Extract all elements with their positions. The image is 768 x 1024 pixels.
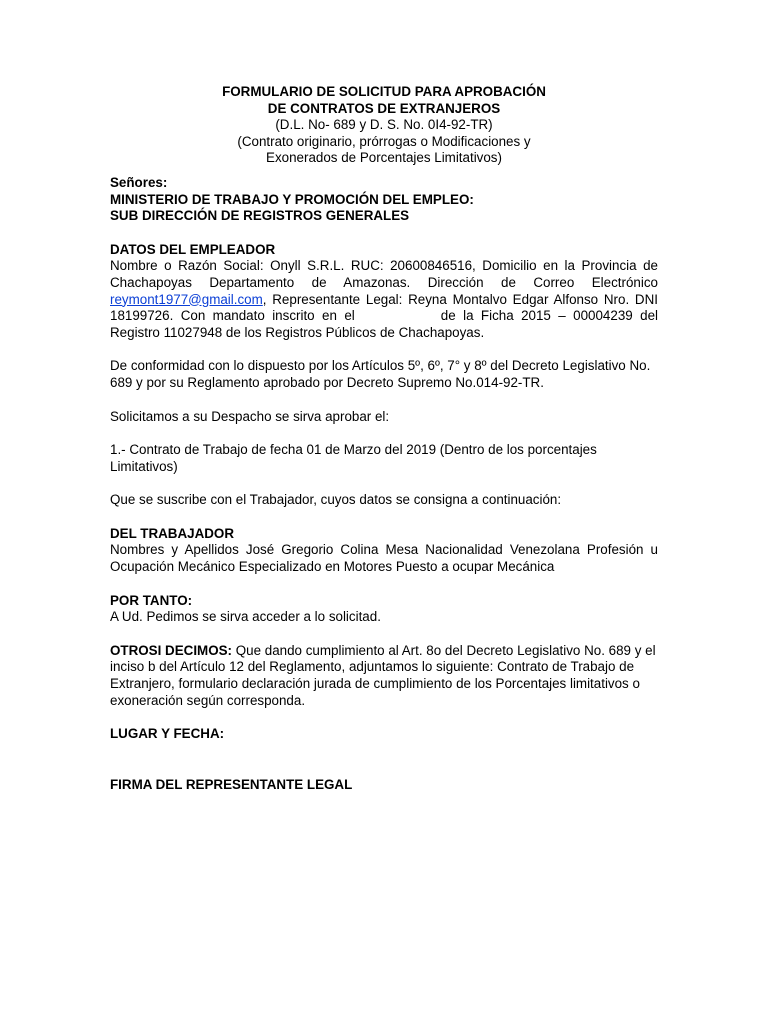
employer-section	[110, 242, 658, 342]
addressee-block	[110, 175, 658, 225]
worker-heading: DEL TRABAJADOR	[110, 525, 234, 541]
otrosi-label: OTROSI DECIMOS:	[110, 642, 233, 658]
sub-direction: SUB DIRECCIÓN DE REGISTROS GENERALES	[110, 208, 410, 224]
conformity-paragraph: De conformidad con lo dispuesto por los Artículos 5º, 6º, 7° y 8º del Decreto Legislativo No. 689 y por su Reglamento aprobado por Decreto Supremo No.014-92-TR.	[110, 358, 651, 390]
signature-label: FIRMA DEL REPRESENTANTE LEGAL	[110, 776, 353, 792]
therefore-heading: POR TANTO:	[110, 592, 193, 608]
otrosi-text: Que dando cumplimiento al Art. 8o del Decreto Legislativo No. 689 y el inciso b del Artículo 12 del Reglamento, adjuntamos lo siguiente: Contrato de Trabajo de Extranjero, formulario declaración jurada de cumplimiento de los Porcentajes limitativos o exoneración según corresponda.	[110, 642, 656, 708]
title-line-3: (D.L. No- 689 y D. S. No. 0I4-92-TR)	[275, 117, 493, 133]
title-line-5: Exonerados de Porcentajes Limitativos)	[266, 150, 502, 166]
therefore-section	[110, 593, 658, 626]
employer-details	[110, 258, 658, 341]
employer-heading: DATOS DEL EMPLEADOR	[110, 241, 276, 257]
ministry-name: MINISTERIO DE TRABAJO Y PROMOCIÓN DEL EMPLEO:	[110, 191, 474, 207]
employer-text-a: Nombre o Razón Social: Onyll S.R.L. RUC: 20600846516, Domicilio en la Provincia de Chachapoyas Departamento de Amazonas. Dirección de Correo Electrónico	[110, 258, 658, 290]
salutation: Señores:	[110, 174, 168, 190]
otrosi-paragraph	[110, 643, 658, 709]
title-line-1: FORMULARIO DE SOLICITUD PARA APROBACIÓN	[222, 84, 546, 99]
employer-email-link[interactable]: reymont1977@gmail.com	[110, 291, 263, 307]
document-header	[110, 84, 658, 167]
contract-item: 1.- Contrato de Trabajo de fecha 01 de Marzo del 2019 (Dentro de los porcentajes Limitativos)	[110, 442, 597, 474]
subscribe-paragraph: Que se suscribe con el Trabajador, cuyos datos se consigna a continuación:	[110, 492, 562, 508]
therefore-text: A Ud. Pedimos se sirva acceder a lo solicitad.	[110, 609, 381, 625]
employer-text-b: , Representante Legal: Reyna Montalvo Edgar Alfonso Nro. DNI 18199726. Con mandato inscrito en el	[110, 291, 658, 324]
request-paragraph: Solicitamos a su Despacho se sirva aprobar el:	[110, 408, 390, 424]
place-date-label: LUGAR Y FECHA:	[110, 726, 225, 742]
document-page	[110, 84, 658, 793]
worker-details: Nombres y Apellidos José Gregorio Colina Mesa Nacionalidad Venezolana Profesión u Ocupación Mecánico Especializado en Motores Puesto a ocupar Mecánica	[110, 542, 658, 575]
title-line-2: DE CONTRATOS DE EXTRANJEROS	[267, 100, 501, 116]
worker-section	[110, 526, 658, 576]
employer-text-c: de la Ficha 2015 – 00004239 del Registro 11027948 de los Registros Públicos de Chachapoyas.	[110, 308, 658, 340]
title-line-4: (Contrato originario, prórrogas o Modificaciones y	[237, 133, 531, 149]
